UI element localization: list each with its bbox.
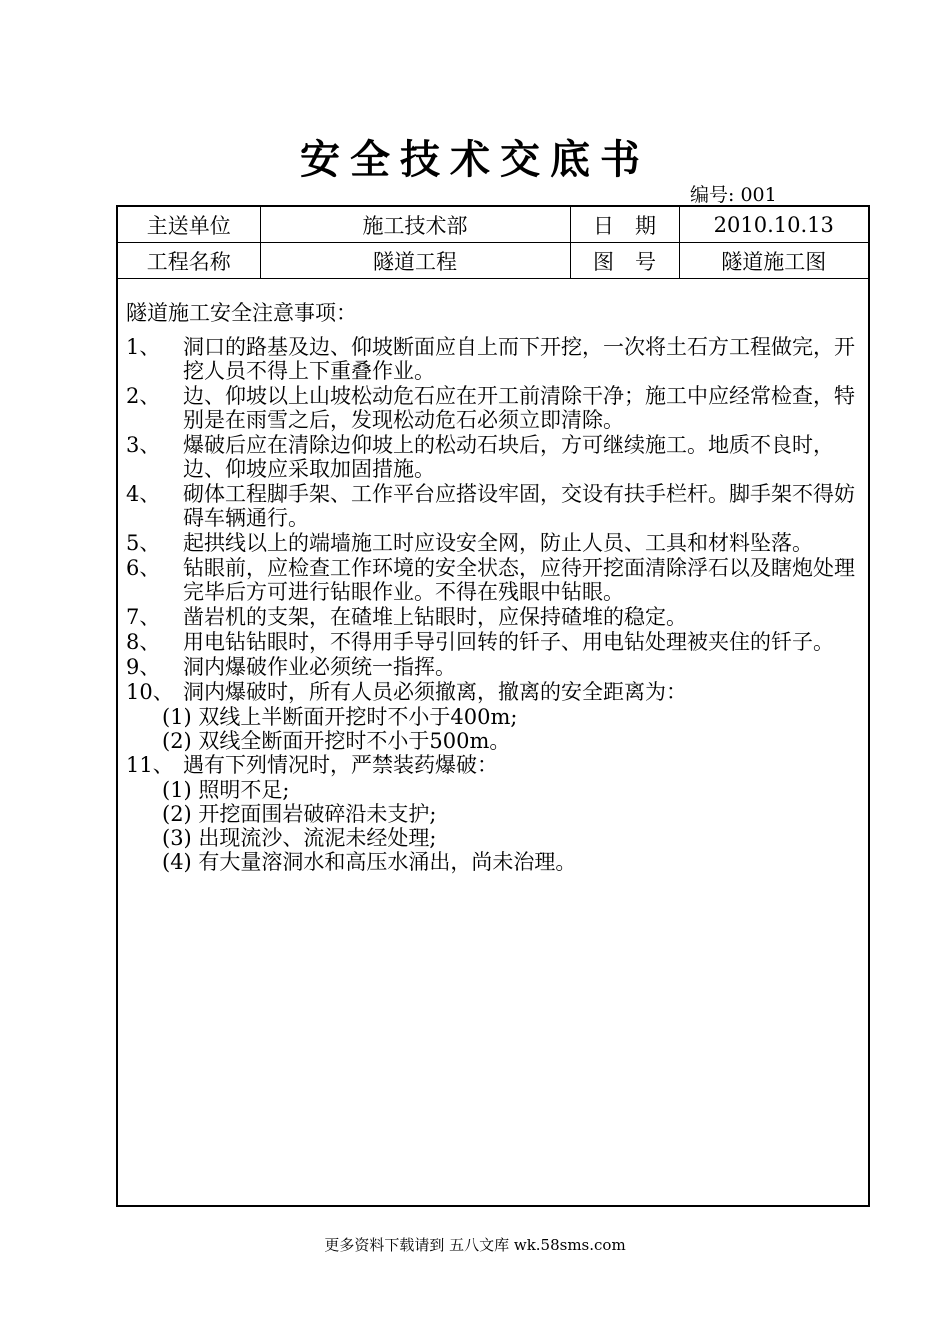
document-number: 编号: 001 <box>690 184 777 206</box>
header-table <box>118 207 868 279</box>
sub-item: (1) 照明不足; <box>162 778 290 802</box>
item-number: 7、 <box>126 605 161 629</box>
project-value: 隧道工程 <box>260 243 570 279</box>
drawing-label: 图 号 <box>570 243 679 279</box>
footer-link[interactable]: 更多资料下载请到 五八文库 wk.58sms.com <box>324 1236 626 1254</box>
item-text: 起拱线以上的端墙施工时应设安全网，防止人员、工具和材料坠落。 <box>183 531 813 555</box>
list-item <box>126 753 864 777</box>
item-text: 用电钻钻眼时，不得用手导引回转的钎子、用电钻处理被夹住的钎子。 <box>183 630 834 654</box>
content-area <box>126 301 864 874</box>
item-number: 1、 <box>126 335 161 359</box>
header-row-1 <box>118 207 868 243</box>
list-item <box>126 531 864 555</box>
item-text: 遇有下列情况时，严禁装药爆破： <box>183 753 498 777</box>
list-item <box>126 630 864 654</box>
item-text: 凿岩机的支架，在碴堆上钻眼时，应保持碴堆的稳定。 <box>183 605 687 629</box>
item-text: 洞口的路基及边、仰坡断面应自上而下开挖，一次将土石方工程做完，开挖人员不得上下重叠作业。 <box>183 335 855 383</box>
list-item <box>126 556 864 604</box>
item-text: 洞内爆破时，所有人员必须撤离，撤离的安全距离为： <box>183 680 687 704</box>
item-number: 5、 <box>126 531 161 555</box>
sub-item: (3) 出现流沙、流泥未经处理; <box>162 826 437 850</box>
list-item <box>126 655 864 679</box>
date-value: 2010.10.13 <box>679 207 868 243</box>
header-row-2 <box>118 243 868 279</box>
item-number: 10、 <box>126 680 174 704</box>
content-intro: 隧道施工安全注意事项： <box>126 301 357 325</box>
list-item <box>126 605 864 629</box>
item-text: 砌体工程脚手架、工作平台应搭设牢固，交设有扶手栏杆。脚手架不得妨碍车辆通行。 <box>183 482 855 530</box>
item-number: 2、 <box>126 384 161 408</box>
project-label: 工程名称 <box>118 243 260 279</box>
item-text: 边、仰坡以上山坡松动危石应在开工前清除干净；施工中应经常检查，特别是在雨雪之后，发现松动危石必须立即清除。 <box>183 384 855 432</box>
list-item <box>126 384 864 432</box>
item-number: 9、 <box>126 655 161 679</box>
document-frame <box>116 205 870 1207</box>
sub-item: (1) 双线上半断面开挖时不小于400m; <box>162 705 518 729</box>
item-number: 4、 <box>126 482 161 506</box>
item-text: 钻眼前，应检查工作环境的安全状态，应待开挖面清除浮石以及瞎炮处理完毕后方可进行钻眼作业。不得在残眼中钻眼。 <box>183 556 855 604</box>
item-number: 6、 <box>126 556 161 580</box>
item-number: 8、 <box>126 630 161 654</box>
item-number: 11、 <box>126 753 174 777</box>
drawing-value: 隧道施工图 <box>679 243 868 279</box>
sub-item: (4) 有大量溶洞水和高压水涌出，尚未治理。 <box>162 850 577 874</box>
list-item <box>126 482 864 530</box>
item-text: 爆破后应在清除边仰坡上的松动石块后，方可继续施工。地质不良时，边、仰坡应采取加固措施。 <box>183 433 834 481</box>
item-text: 洞内爆破作业必须统一指挥。 <box>183 655 456 679</box>
document-title: 安全技术交底书 <box>300 136 650 183</box>
item-number: 3、 <box>126 433 161 457</box>
sender-value: 施工技术部 <box>260 207 570 243</box>
sub-item: (2) 双线全断面开挖时不小于500m。 <box>162 729 511 753</box>
date-label: 日 期 <box>570 207 679 243</box>
sender-label: 主送单位 <box>118 207 260 243</box>
list-item <box>126 433 864 481</box>
list-item <box>126 680 864 704</box>
list-item <box>126 335 864 383</box>
sub-item: (2) 开挖面围岩破碎沿未支护; <box>162 802 437 826</box>
